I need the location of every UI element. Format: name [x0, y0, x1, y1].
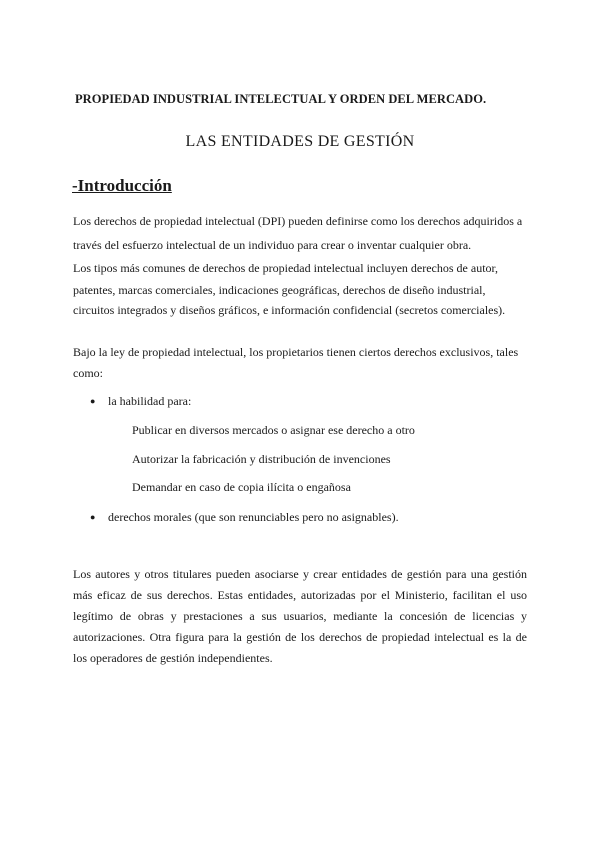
sub-item-1: Publicar en diversos mercados o asignar ese derecho a otro	[132, 423, 415, 437]
paragraph-4-line-1: Los autores y otros titulares pueden asociarse y crear entidades de gestión para una gestión	[73, 567, 527, 581]
paragraph-3-line-1: Bajo la ley de propiedad intelectual, los propietarios tienen ciertos derechos exclusivos, tales	[73, 345, 519, 359]
bullet-item-2: derechos morales (que son renunciables pero no asignables).	[108, 510, 399, 524]
paragraph-1-line-2: través del esfuerzo intelectual de un individuo para crear o inventar cualquier obra.	[73, 238, 472, 252]
paragraph-2-line-1: Los tipos más comunes de derechos de propiedad intelectual incluyen derechos de autor,	[73, 261, 499, 275]
paragraph-2-line-2: patentes, marcas comerciales, indicaciones geográficas, derechos de diseño industrial,	[73, 283, 486, 297]
paragraph-4-line-4: autorizaciones. Otra figura para la gestión de los derechos de propiedad intelectual es la de	[73, 630, 527, 644]
bullet-icon: ●	[90, 512, 96, 522]
paragraph-4-line-5: los operadores de gestión independientes.	[73, 651, 273, 665]
document-title: PROPIEDAD INDUSTRIAL INTELECTUAL Y ORDEN DEL MERCADO.	[75, 92, 487, 106]
paragraph-3-line-2: como:	[73, 366, 103, 380]
paragraph-4-line-2: más eficaz de sus derechos. Estas entidades, autorizadas por el Ministerio, facilitan el uso	[73, 588, 527, 602]
paragraph-2-line-3: circuitos integrados y diseños gráficos, e información confidencial (secretos comerciales).	[73, 303, 506, 317]
sub-item-3: Demandar en caso de copia ilícita o engañosa	[132, 480, 351, 494]
bullet-item-1: la habilidad para:	[108, 394, 192, 408]
paragraph-4-line-3: legítimo de obras y prestaciones a sus usuarios, mediante la concesión de licencias y	[73, 609, 527, 623]
bullet-icon: ●	[90, 396, 96, 406]
sub-item-2: Autorizar la fabricación y distribución de invenciones	[132, 452, 391, 466]
document-subtitle: LAS ENTIDADES DE GESTIÓN	[185, 133, 415, 150]
section-heading-introduccion: -Introducción	[72, 176, 172, 195]
paragraph-1-line-1: Los derechos de propiedad intelectual (DPI) pueden definirse como los derechos adquiridos a	[73, 214, 523, 228]
